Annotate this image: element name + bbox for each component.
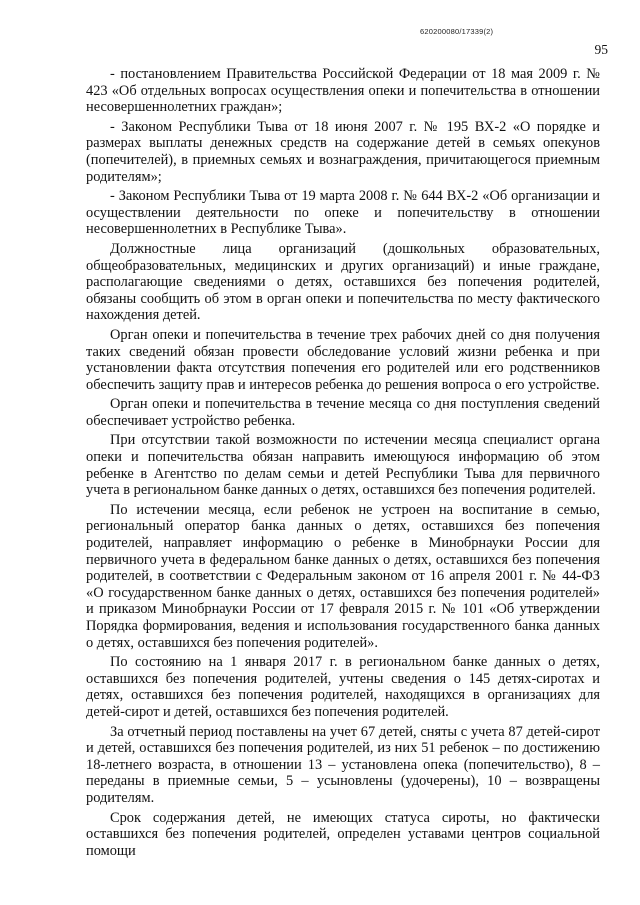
page-number: 95 xyxy=(594,42,608,57)
paragraph-regional-registration: При отсутствии такой возможности по истечении месяца специалист органа опеки и попечительства обязан направить имеющуюся информацию об этом ребенке в Агентство по делам семьи и детей Республики Тыва для первичного учета в региональном банке данных о детях, оставшихся без попечения родителей. xyxy=(86,432,600,499)
paragraph-reporting-period: За отчетный период поставлены на учет 67 детей, сняты с учета 87 детей-сирот и детей, оставшихся без попечения родителей, из них 51 ребенок – по достижению 18-летнего возраста, в отношении 13 – установлена опека (попечительство), 8 – переданы в приемные семьи, 5 – усыновлены (удочерены), 10 – возвращены родителям. xyxy=(86,723,600,806)
paragraph-officials-duty: Должностные лица организаций (дошкольных образовательных, общеобразовательных, медицинских и других организаций) и иные граждане, располагающие сведениями о детях, оставшихся без попечения родителей, обязаны сообщить об этом в орган опеки и попечительства по месту фактического нахождения детей. xyxy=(86,240,600,324)
paragraph-statistics-2017: По состоянию на 1 января 2017 г. в региональном банке данных о детях, оставшихся без попечения родителей, учтены сведения о 145 детях-сиротах и детях, оставшихся без попечения родителей, находящихся в организациях для детей-сирот и детей, оставшихся без попечения родителей. xyxy=(86,654,600,720)
paragraph-placement: Орган опеки и попечительства в течение месяца со дня поступления сведений обеспечивает устройство ребенка. xyxy=(86,396,600,429)
paragraph-inspection: Орган опеки и попечительства в течение трех рабочих дней со дня получения таких сведений обязан провести обследование условий жизни ребенка и при установлении факта отсутствия попечения его родителей или его родственников обеспечить защиту прав и интересов ребенка до решения вопроса о его устройстве. xyxy=(86,326,600,393)
paragraph-law-644: - Законом Республики Тыва от 19 марта 2008 г. № 644 ВХ-2 «Об организации и осуществлении деятельности по опеке и попечительству в отношении несовершеннолетних в Республике Тыва». xyxy=(86,188,600,238)
body-text xyxy=(86,66,600,862)
paragraph-law-195: - Законом Республики Тыва от 18 июня 2007 г. № 195 ВХ-2 «О порядке и размерах выплаты денежных средств на содержание детей в семьях опекунов (попечителей), в приемных семьях и вознаграждения, причитающегося приемным родителям»; xyxy=(86,118,600,185)
paragraph-federal-registration: По истечении месяца, если ребенок не устроен на воспитание в семью, региональный оператор банка данных о детях, оставшихся без попечения родителей, направляет информацию о ребенке в Минобрнауки России для первичного учета в федеральном банке данных о детях, оставшихся без попечения родителей, в соответствии с Федеральным законом от 16 апреля 2001 г. № 44-ФЗ «О государственном банке данных о детях, оставшихся без попечения родителей» и приказом Минобрнауки России от 17 февраля 2015 г. № 101 «Об утверждении Порядка формирования, ведения и использования государственного банка данных о детях, оставшихся без попечения родителей». xyxy=(86,501,600,651)
paragraph-decree-423: - постановлением Правительства Российской Федерации от 18 мая 2009 г. № 423 «Об отдельных вопросах осуществления опеки и попечительства в отношении несовершеннолетних граждан»; xyxy=(86,66,600,116)
document-code: 620200080/17339(2) xyxy=(420,27,494,36)
paragraph-retention-term: Срок содержания детей, не имеющих статуса сироты, но фактически оставшихся без попечения родителей, определен уставами центров социальной помощи xyxy=(86,809,600,859)
